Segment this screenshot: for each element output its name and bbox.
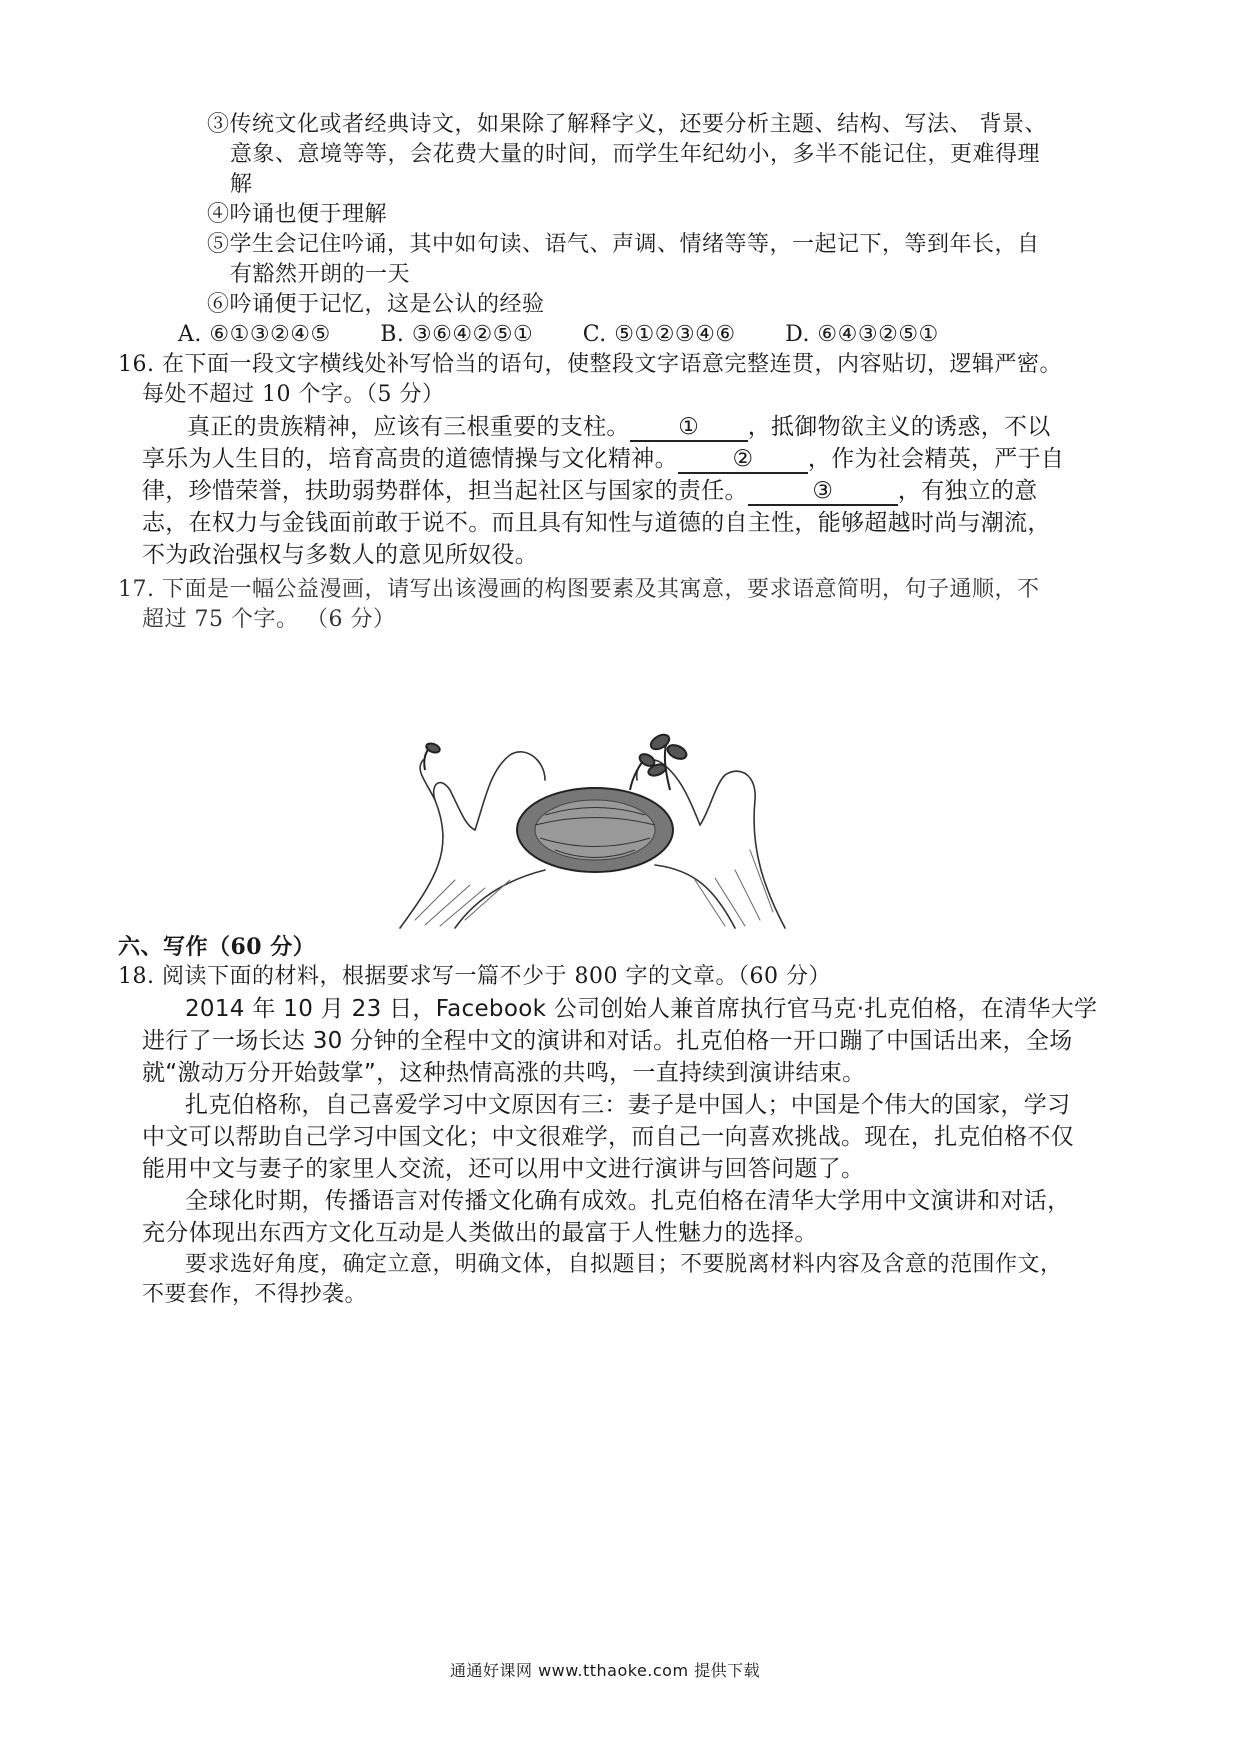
material-line5: 中文可以帮助自己学习中国文化；中文很难学，而自己一向喜欢挑战。现在，扎克伯格不仅 (142, 1124, 1074, 1150)
q16-p2-pre: 享乐为人生目的，培育高贵的道德情操与文化精神。 (142, 446, 678, 472)
choice-b: B. ③⑥④②⑤① (380, 322, 534, 347)
q16-p1-post: ，抵御物欲主义的诱惑，不以 (747, 414, 1051, 440)
q15-item-6: ⑥吟诵便于记忆，这是公认的经验 (207, 292, 545, 317)
choice-d: D. ⑥④③②⑤① (785, 322, 939, 347)
q15-item-4: ④吟诵也便于理解 (207, 202, 388, 227)
q15-item-3-line1: ③传统文化或者经典诗文，如果除了解释字义，还要分析主题、结构、写法、 背景、 (207, 112, 1047, 137)
q16-p2-post: ，作为社会精英，严于自 (807, 446, 1065, 472)
choice-a: A. ⑥①③②④⑤ (178, 322, 331, 347)
blank-3: ③ (748, 478, 898, 506)
q15-choices (178, 320, 981, 350)
q16-para-line3 (142, 476, 1038, 506)
q17-stem-line1: 17. 下面是一幅公益漫画，请写出该漫画的构图要素及其寓意，要求语意简明，句子通顺，不 (118, 577, 1040, 602)
q16-para-line2 (142, 444, 1064, 474)
section6-heading: 六、写作（60 分） (118, 934, 316, 960)
q16-p3-post: ，有独立的意 (897, 478, 1038, 504)
requirement-line1: 要求选好角度，确定立意，明确文体，自拟题目；不要脱离材料内容及含意的范围作文， (185, 1252, 1063, 1277)
footer-watermark: 通通好课网 www.tthaoke.com 提供下载 (450, 1661, 761, 1680)
q15-item-5-line2: 有豁然开朗的一天 (230, 262, 411, 287)
blank-1: ① (630, 414, 748, 442)
material-line8: 充分体现出东西方文化互动是人类做出的最富于人性魅力的选择。 (142, 1220, 818, 1246)
material-line1: 2014 年 10 月 23 日，Facebook 公司创始人兼首席执行官马克·扎克伯格，在清华大学 (185, 996, 1098, 1022)
material-line4: 扎克伯格称，自己喜爱学习中文原因有三：妻子是中国人；中国是个伟大的国家，学习 (185, 1092, 1071, 1118)
material-line2: 进行了一场长达 30 分钟的全程中文的演讲和对话。扎克伯格一开口蹦了中国话出来，全场 (142, 1028, 1073, 1054)
q16-para-line4: 志，在权力与金钱面前敢于说不。而且具有知性与道德的自主性，能够超越时尚与潮流， (142, 510, 1051, 536)
blank-2: ② (678, 446, 808, 474)
q18-stem: 18. 阅读下面的材料，根据要求写一篇不少于 800 字的文章。（60 分） (118, 964, 831, 989)
q15-item-3-line3: 解 (230, 172, 253, 197)
q16-p3-pre: 律，珍惜荣誉，扶助弱势群体，担当起社区与国家的责任。 (142, 478, 748, 504)
choice-c: C. ⑤①②③④⑥ (582, 322, 736, 347)
q16-para-line5: 不为政治强权与多数人的意见所奴役。 (142, 542, 539, 568)
q15-item-3-line2: 意象、意境等等，会花费大量的时间，而学生年纪幼小，多半不能记住，更难得理 (230, 142, 1041, 167)
requirement-line2: 不要套作，不得抄袭。 (142, 1282, 368, 1307)
q15-item-5-line1: ⑤学生会记住吟诵，其中如句读、语气、声调、情绪等等，一起记下，等到年长，自 (207, 232, 1040, 257)
q17-stem-line2: 超过 75 个字。 （6 分） (142, 607, 396, 632)
q16-para-line1 (187, 412, 1051, 442)
material-line3: 就“激动万分开始鼓掌”，这种热情高涨的共鸣，一直持续到演讲结束。 (142, 1060, 866, 1086)
sprouts (424, 732, 688, 790)
q16-stem-line2: 每处不超过 10 个字。（5 分） (142, 382, 445, 407)
cartoon-hands-nest-image (395, 730, 795, 930)
material-line6: 能用中文与妻子的家里人交流，还可以用中文进行演讲与回答问题了。 (142, 1156, 865, 1182)
q16-stem-line1: 16. 在下面一段文字横线处补写恰当的语句，使整段文字语意完整连贯，内容贴切，逻辑严密。 (118, 352, 1062, 377)
q16-p1-pre: 真正的贵族精神，应该有三根重要的支柱。 (187, 414, 630, 440)
left-thumb (420, 760, 435, 800)
material-line7: 全球化时期，传播语言对传播文化确有成效。扎克伯格在清华大学用中文演讲和对话， (185, 1188, 1071, 1214)
